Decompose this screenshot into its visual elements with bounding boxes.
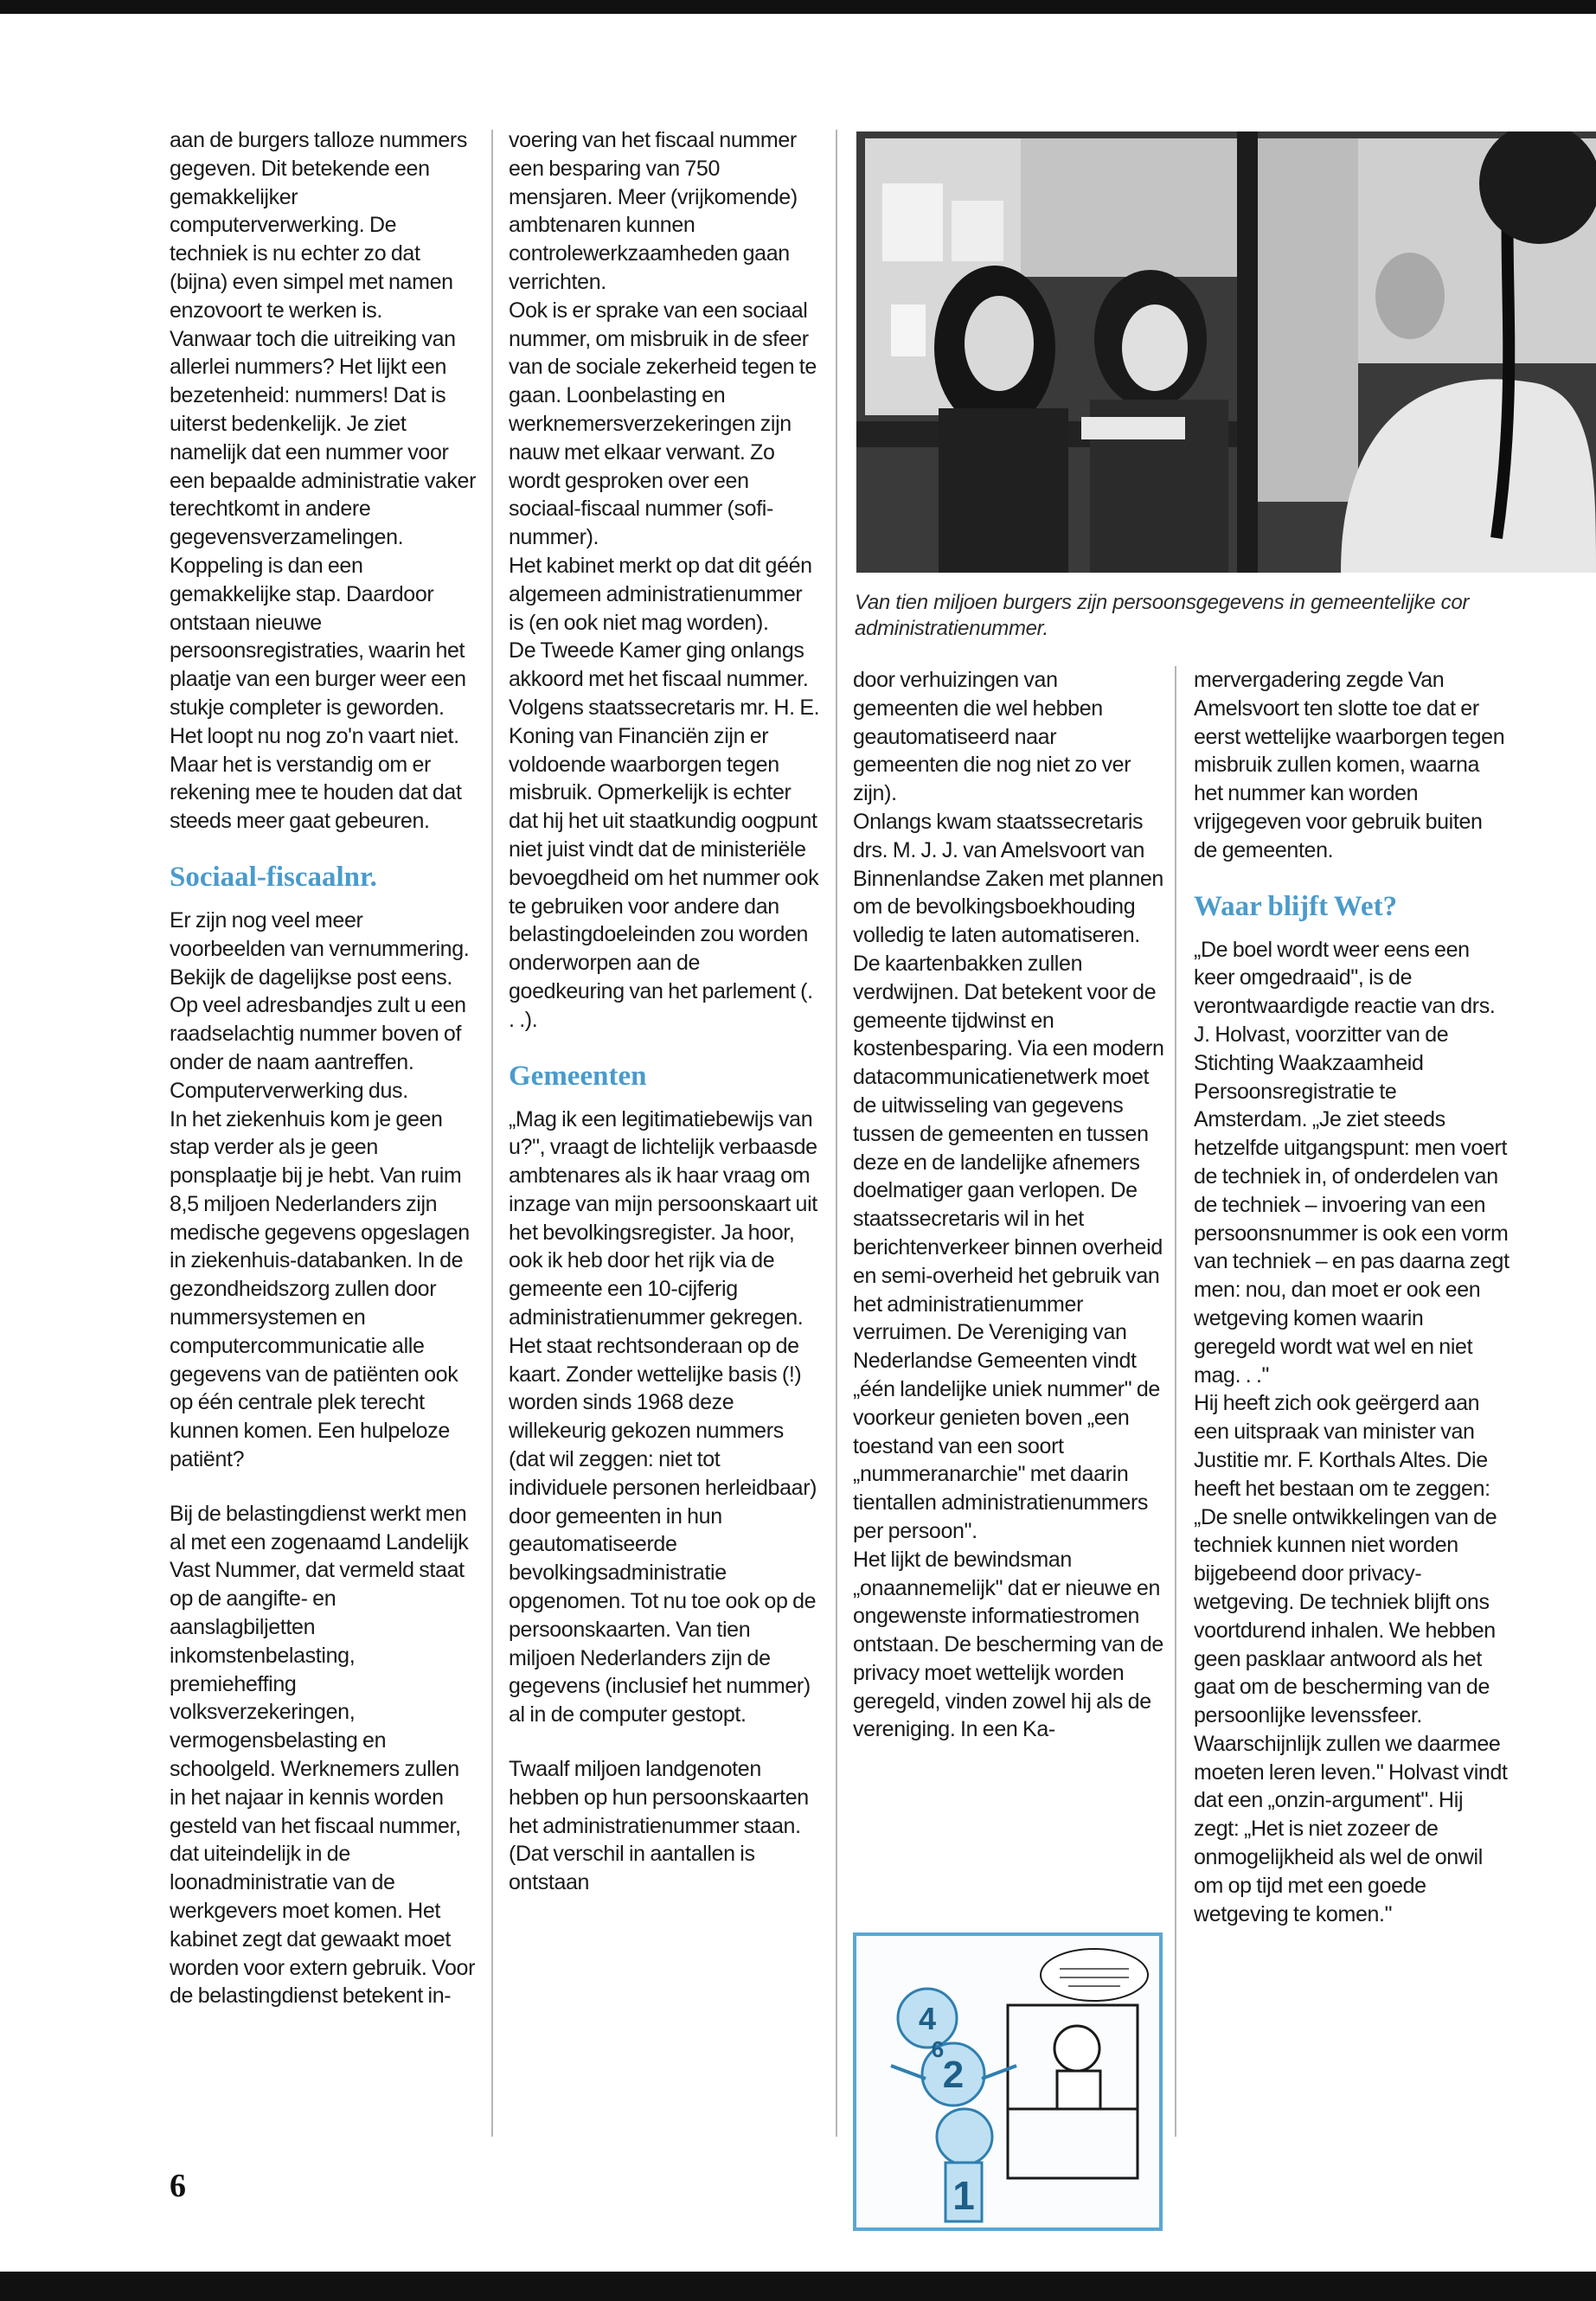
column-rule (1175, 666, 1176, 2137)
paragraph: aan de burgers talloze nummers gegeven. Dit betekende een gemakkelijker computerverwerking. De techniek is nu echter zo dat (bijna) even simpel met namen enzovoort te werken is. (170, 128, 468, 323)
caption-line: Van tien miljoen burgers zijn persoonsgegevens in gemeentelijke cor (855, 591, 1470, 614)
column-1 (170, 126, 477, 2010)
page-number: 6 (170, 2168, 186, 2204)
paragraph: voering van het fiscaal nummer een besparing van 750 mensjaren. Meer (vrijkomende) ambtenaren kunnen controlewerkzaamheden gaan verrichten. (509, 128, 798, 294)
column-rule (836, 130, 837, 2137)
cartoon-digit: 4 (918, 2001, 937, 2036)
photo-municipal-counter (856, 131, 1596, 573)
section-heading: Sociaal-fiscaalnr. (170, 861, 377, 893)
page-border-top (0, 0, 1596, 14)
paragraph: Bij de belastingdienst werkt men al met een zogenaamd Landelijk Vast Nummer, dat vermeld staat op de aangifte- en aanslagbiljetten inkomstenbelasting, premieheffing volksverzekeringen, vermogensbelasting en schoolgeld. Werknemers zullen in het najaar in kennis worden gesteld van het fiscaal nummer, dat uiteindelijk in de loonadministratie van de werkgevers moet komen. Het kabinet zegt dat gewaakt moet worden voor extern gebruik. Voor de belastingdienst betekent in- (170, 1501, 476, 2009)
paragraph: „De boel wordt weer eens een keer omgedraaid", is de verontwaardigde reactie van drs. J. Holvast, voorzitter van de Stichting Waakzaamheid Persoonsregistratie te Amsterdam. „Je ziet steeds hetzelfde uitgangspunt: men voert de techniek in, of onderdelen van de techniek – invoering van een persoonsnummer is ook een vorm van techniek – en pas daarna zegt men: nou, dan moet er ook een wetgeving komen waarin geregeld wordt wat wel en niet mag. . ." (1194, 937, 1509, 1388)
page-border-bottom (0, 2272, 1596, 2301)
paragraph: mervergadering zegde Van Amelsvoort ten slotte toe dat er eerst wettelijke waarborgen tegen misbruik zullen komen, waarna het nummer kan worden vrijgegeven voor gebruik buiten de gemeenten. (1194, 668, 1505, 862)
cartoon-illustration (856, 1936, 1159, 2227)
cartoon-digit: 6 (931, 2036, 945, 2062)
paragraph: „Mag ik een legitimatiebewijs van u?", vraagt de lichtelijk verbaasde ambtenares als ik haar vraag om inzage van mijn persoonskaart uit het bevolkingsregister. Ja hoor, ook ik heb door het rijk via de gemeente een 10-cijferig administratienummer gekregen. Het staat rechtsonderaan op de kaart. Zonder wettelijke basis (!) worden sinds 1968 deze willekeurig gekozen nummers (dat wil zeggen: niet tot individuele personen herleidbaar) door gemeenten in hun geautomatiseerde bevolkingsadministratie opgenomen. Tot nu toe ook op de persoonskaarten. Van tien miljoen Nederlanders zijn de gegevens (inclusief het nummer) al in de computer gestopt. (509, 1106, 817, 1727)
section-heading: Gemeenten (509, 1060, 647, 1092)
paragraph: door verhuizingen van gemeenten die wel hebben geautomatiseerd naar gemeenten die nog niet zo ver zijn). (853, 668, 1131, 806)
paragraph: Het lijkt de bewindsman „onaannemelijk" dat er nieuwe en ongewenste informatiestromen ontstaan. De bescherming van de privacy moet wettelijk worden geregeld, vinden zowel hij als de vereniging. In een Ka- (853, 1547, 1163, 1742)
paragraph: Er zijn nog veel meer voorbeelden van vernummering. Bekijk de dagelijkse post eens. Op veel adresbandjes zult u een raadselachtig nummer boven of onder de naam aantreffen. Computerverwerking dus. (170, 907, 470, 1103)
paragraph: Onlangs kwam staatssecretaris drs. M. J. J. van Amelsvoort van Binnenlandse Zaken met plannen om de bevolkingsboekhouding volledig te laten automatiseren. De kaartenbakken zullen verdwijnen. Dat betekent voor de gemeente tijdwinst en kostenbesparing. Via een modern datacommunicatienetwerk moet de uitwisseling van gegevens tussen de gemeenten en tussen deze en de landelijke afnemers doelmatiger gaan verlopen. De staatssecretaris wil in het berichtenverkeer binnen overheid en semi-overheid het gebruik van het administratienummer verruimen. De Vereniging van Nederlandse Gemeenten vindt „één landelijke uniek nummer" de voorkeur genieten boven „een toestand van een soort „nummeranarchie" met daarin tientallen administratienummers per persoon". (853, 809, 1164, 1543)
photo-illustration (856, 131, 1596, 573)
paragraph: Het kabinet merkt op dat dit géén algemeen administratienummer is (en ook niet mag worden). (509, 553, 812, 635)
caption-line: administratienummer. (855, 617, 1048, 640)
photo-caption (855, 590, 1596, 642)
cartoon-digit: 2 (942, 2054, 965, 2096)
column-3 (853, 666, 1164, 1744)
column-2 (509, 126, 820, 1897)
paragraph: Twaalf miljoen landgenoten hebben op hun persoonskaarten het administratienummer staan. (Dat verschil in aantallen is ontstaan (509, 1757, 809, 1895)
paragraph: De Tweede Kamer ging onlangs akkoord met het fiscaal nummer. Volgens staatssecretaris mr. H. E. Koning van Financiën zijn er voldoende waarborgen tegen misbruik. Opmerkelijk is echter dat hij het uit staatkundig oogpunt niet juist vindt dat de ministeriële bevoegdheid om het nummer ook te gebruiken voor andere dan belastingdoeleinden zou worden onderworpen aan de goedkeuring van het parlement (. . .). (509, 638, 820, 1032)
paragraph: Ook is er sprake van een sociaal nummer, om misbruik in de sfeer van de sociale zekerheid tegen te gaan. Loonbelasting en werknemersverzekeringen zijn nauw met elkaar verwant. Zo wordt gesproken over een sociaal-fiscaal nummer (sofi-nummer). (509, 298, 817, 550)
cartoon-number-figure (853, 1932, 1163, 2231)
paragraph: Vanwaar toch die uitreiking van allerlei nummers? Het lijkt een bezetenheid: nummers! Dat is uiterst bedenkelijk. Je ziet namelijk dat een nummer voor een bepaalde administratie vaker terechtkomt in andere gegevensverzamelingen. (170, 326, 477, 550)
paragraph: Hij heeft zich ook geërgerd aan een uitspraak van minister van Justitie mr. F. Korthals Altes. Die heeft het bestaan om te zeggen: „De snelle ontwikkelingen van de techniek kunnen niet worden bijgebeend door privacy-wetgeving. De techniek blijft ons voortdurend inhalen. We hebben geen pasklaar antwoord als het gaat om de bescherming van de persoonlijke levenssfeer. Waarschijnlijk zullen we daarmee moeten leren leven." Holvast vindt dat een „onzin-argument". Hij zegt: „Het is niet zozeer de onmogelijkheid als wel de onwil om op tijd met een goede wetgeving te komen." (1194, 1391, 1508, 1926)
paragraph: Koppeling is dan een gemakkelijke stap. Daardoor ontstaan nieuwe persoonsregistraties, waarin het plaatje van een burger weer een stukje completer is geworden. Het loopt nu nog zo'n vaart niet. Maar het is verstandig om er rekening mee te houden dat dat steeds meer gaat gebeuren. (170, 553, 466, 834)
column-rule (491, 130, 493, 2137)
section-heading: Waar blijft Wet? (1194, 890, 1398, 922)
cartoon-digit: 1 (952, 2173, 975, 2218)
paragraph: In het ziekenhuis kom je geen stap verder als je geen ponsplaatje bij je hebt. Van ruim 8,5 miljoen Nederlanders zijn medische gegevens opgeslagen in ziekenhuis-databanken. In de gezondheidszorg zullen door nummersystemen en computercommunicatie alle gegevens van de patiënten ook op één centrale plek terecht kunnen komen. Een hulpeloze patiënt? (170, 1106, 470, 1472)
column-4 (1194, 666, 1509, 1928)
